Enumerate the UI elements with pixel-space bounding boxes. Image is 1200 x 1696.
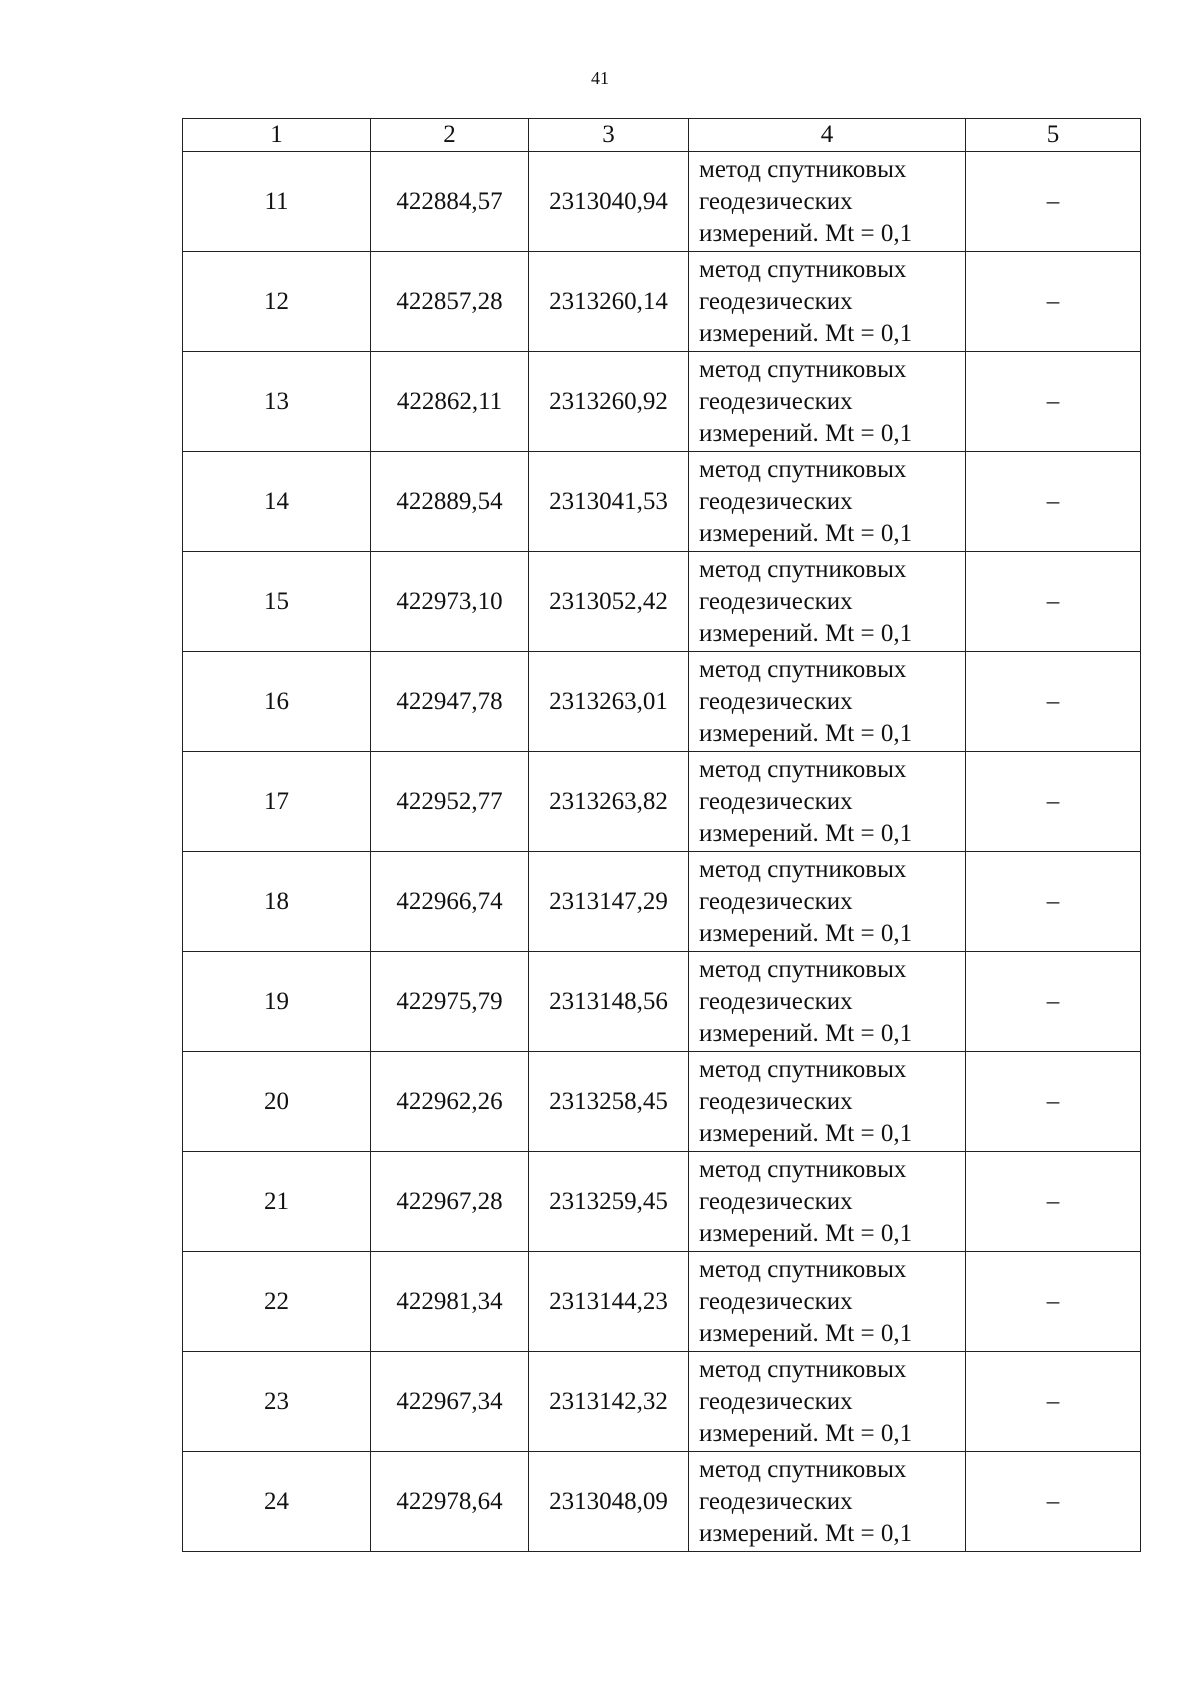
method-line: геодезических bbox=[699, 187, 853, 215]
x-coordinate-cell: 422973,10 bbox=[371, 552, 529, 652]
y-coordinate-cell: 2313147,29 bbox=[529, 852, 689, 952]
x-coordinate-cell: 422889,54 bbox=[371, 452, 529, 552]
y-coordinate-cell: 2313260,92 bbox=[529, 352, 689, 452]
table-row bbox=[183, 1452, 1141, 1552]
point-number-cell: 14 bbox=[183, 452, 371, 552]
method-line: геодезических bbox=[699, 1187, 853, 1215]
note-cell: – bbox=[966, 252, 1141, 352]
page-number: 41 bbox=[591, 68, 609, 88]
table-row bbox=[183, 652, 1141, 752]
method-line: измерений. Mt = 0,1 bbox=[699, 319, 913, 347]
x-coordinate-cell: 422981,34 bbox=[371, 1252, 529, 1352]
x-coordinate-cell: 422967,28 bbox=[371, 1152, 529, 1252]
method-line: геодезических bbox=[699, 887, 853, 915]
method-line: геодезических bbox=[699, 1287, 853, 1315]
y-coordinate-cell: 2313263,01 bbox=[529, 652, 689, 752]
table-row bbox=[183, 752, 1141, 852]
method-line: геодезических bbox=[699, 1387, 853, 1415]
method-line: измерений. Mt = 0,1 bbox=[699, 819, 913, 847]
x-coordinate-cell: 422962,26 bbox=[371, 1052, 529, 1152]
method-line: измерений. Mt = 0,1 bbox=[699, 1119, 913, 1147]
method-line: метод спутниковых bbox=[699, 155, 907, 183]
point-number-cell: 16 bbox=[183, 652, 371, 752]
method-line: метод спутниковых bbox=[699, 1055, 907, 1083]
y-coordinate-cell: 2313258,45 bbox=[529, 1052, 689, 1152]
y-coordinate-cell: 2313142,32 bbox=[529, 1352, 689, 1452]
method-line: метод спутниковых bbox=[699, 555, 907, 583]
x-coordinate-cell: 422884,57 bbox=[371, 152, 529, 252]
table-row bbox=[183, 352, 1141, 452]
method-line: измерений. Mt = 0,1 bbox=[699, 419, 913, 447]
y-coordinate-cell: 2313040,94 bbox=[529, 152, 689, 252]
method-line: геодезических bbox=[699, 787, 853, 815]
method-line: метод спутниковых bbox=[699, 855, 907, 883]
method-line: измерений. Mt = 0,1 bbox=[699, 219, 913, 247]
table-row bbox=[183, 1052, 1141, 1152]
method-cell bbox=[689, 252, 966, 352]
note-cell: – bbox=[966, 1152, 1141, 1252]
method-cell bbox=[689, 352, 966, 452]
y-coordinate-cell: 2313259,45 bbox=[529, 1152, 689, 1252]
table-row bbox=[183, 1252, 1141, 1352]
note-cell: – bbox=[966, 1252, 1141, 1352]
method-cell bbox=[689, 1252, 966, 1352]
y-coordinate-cell: 2313048,09 bbox=[529, 1452, 689, 1552]
method-cell bbox=[689, 1052, 966, 1152]
note-cell: – bbox=[966, 1452, 1141, 1552]
header-row bbox=[183, 119, 1141, 152]
method-line: геодезических bbox=[699, 1087, 853, 1115]
point-number-cell: 20 bbox=[183, 1052, 371, 1152]
method-line: геодезических bbox=[699, 687, 853, 715]
note-cell: – bbox=[966, 652, 1141, 752]
method-line: метод спутниковых bbox=[699, 455, 907, 483]
y-coordinate-cell: 2313260,14 bbox=[529, 252, 689, 352]
y-coordinate-cell: 2313144,23 bbox=[529, 1252, 689, 1352]
point-number-cell: 17 bbox=[183, 752, 371, 852]
header-col-1: 1 bbox=[183, 119, 371, 152]
method-cell bbox=[689, 1452, 966, 1552]
method-line: измерений. Mt = 0,1 bbox=[699, 619, 913, 647]
coordinates-table bbox=[182, 118, 1141, 1552]
header-col-2: 2 bbox=[371, 119, 529, 152]
x-coordinate-cell: 422952,77 bbox=[371, 752, 529, 852]
method-cell bbox=[689, 1152, 966, 1252]
method-line: измерений. Mt = 0,1 bbox=[699, 1319, 913, 1347]
method-line: метод спутниковых bbox=[699, 1355, 907, 1383]
note-cell: – bbox=[966, 452, 1141, 552]
method-cell bbox=[689, 552, 966, 652]
method-cell bbox=[689, 852, 966, 952]
y-coordinate-cell: 2313041,53 bbox=[529, 452, 689, 552]
table-row bbox=[183, 552, 1141, 652]
header-col-5: 5 bbox=[966, 119, 1141, 152]
note-cell: – bbox=[966, 852, 1141, 952]
point-number-cell: 12 bbox=[183, 252, 371, 352]
method-line: метод спутниковых bbox=[699, 1255, 907, 1283]
x-coordinate-cell: 422862,11 bbox=[371, 352, 529, 452]
method-line: метод спутниковых bbox=[699, 355, 907, 383]
method-line: метод спутниковых bbox=[699, 255, 907, 283]
table-header bbox=[183, 119, 1141, 152]
method-line: метод спутниковых bbox=[699, 955, 907, 983]
y-coordinate-cell: 2313263,82 bbox=[529, 752, 689, 852]
note-cell: – bbox=[966, 1352, 1141, 1452]
note-cell: – bbox=[966, 752, 1141, 852]
method-line: геодезических bbox=[699, 987, 853, 1015]
method-cell bbox=[689, 652, 966, 752]
x-coordinate-cell: 422978,64 bbox=[371, 1452, 529, 1552]
method-line: метод спутниковых bbox=[699, 655, 907, 683]
table-body bbox=[183, 152, 1141, 1552]
table-row bbox=[183, 1152, 1141, 1252]
point-number-cell: 18 bbox=[183, 852, 371, 952]
x-coordinate-cell: 422975,79 bbox=[371, 952, 529, 1052]
method-line: геодезических bbox=[699, 287, 853, 315]
method-line: геодезических bbox=[699, 387, 853, 415]
y-coordinate-cell: 2313148,56 bbox=[529, 952, 689, 1052]
point-number-cell: 11 bbox=[183, 152, 371, 252]
method-line: измерений. Mt = 0,1 bbox=[699, 1519, 913, 1547]
method-line: геодезических bbox=[699, 1487, 853, 1515]
table-row bbox=[183, 252, 1141, 352]
method-line: геодезических bbox=[699, 487, 853, 515]
table-row bbox=[183, 152, 1141, 252]
x-coordinate-cell: 422857,28 bbox=[371, 252, 529, 352]
method-line: метод спутниковых bbox=[699, 1155, 907, 1183]
point-number-cell: 23 bbox=[183, 1352, 371, 1452]
header-col-4: 4 bbox=[689, 119, 966, 152]
table-row bbox=[183, 952, 1141, 1052]
method-line: измерений. Mt = 0,1 bbox=[699, 1019, 913, 1047]
method-line: измерений. Mt = 0,1 bbox=[699, 919, 913, 947]
note-cell: – bbox=[966, 152, 1141, 252]
y-coordinate-cell: 2313052,42 bbox=[529, 552, 689, 652]
method-line: метод спутниковых bbox=[699, 755, 907, 783]
note-cell: – bbox=[966, 1052, 1141, 1152]
point-number-cell: 15 bbox=[183, 552, 371, 652]
table-row bbox=[183, 1352, 1141, 1452]
method-line: геодезических bbox=[699, 587, 853, 615]
x-coordinate-cell: 422947,78 bbox=[371, 652, 529, 752]
method-line: измерений. Mt = 0,1 bbox=[699, 719, 913, 747]
point-number-cell: 13 bbox=[183, 352, 371, 452]
x-coordinate-cell: 422966,74 bbox=[371, 852, 529, 952]
x-coordinate-cell: 422967,34 bbox=[371, 1352, 529, 1452]
note-cell: – bbox=[966, 552, 1141, 652]
method-cell bbox=[689, 152, 966, 252]
point-number-cell: 22 bbox=[183, 1252, 371, 1352]
point-number-cell: 21 bbox=[183, 1152, 371, 1252]
table-row bbox=[183, 452, 1141, 552]
note-cell: – bbox=[966, 352, 1141, 452]
header-col-3: 3 bbox=[529, 119, 689, 152]
point-number-cell: 19 bbox=[183, 952, 371, 1052]
method-line: измерений. Mt = 0,1 bbox=[699, 1219, 913, 1247]
point-number-cell: 24 bbox=[183, 1452, 371, 1552]
method-line: измерений. Mt = 0,1 bbox=[699, 1419, 913, 1447]
method-line: метод спутниковых bbox=[699, 1455, 907, 1483]
method-cell bbox=[689, 952, 966, 1052]
method-line: измерений. Mt = 0,1 bbox=[699, 519, 913, 547]
note-cell: – bbox=[966, 952, 1141, 1052]
method-cell bbox=[689, 752, 966, 852]
method-cell bbox=[689, 452, 966, 552]
method-cell bbox=[689, 1352, 966, 1452]
table-row bbox=[183, 852, 1141, 952]
